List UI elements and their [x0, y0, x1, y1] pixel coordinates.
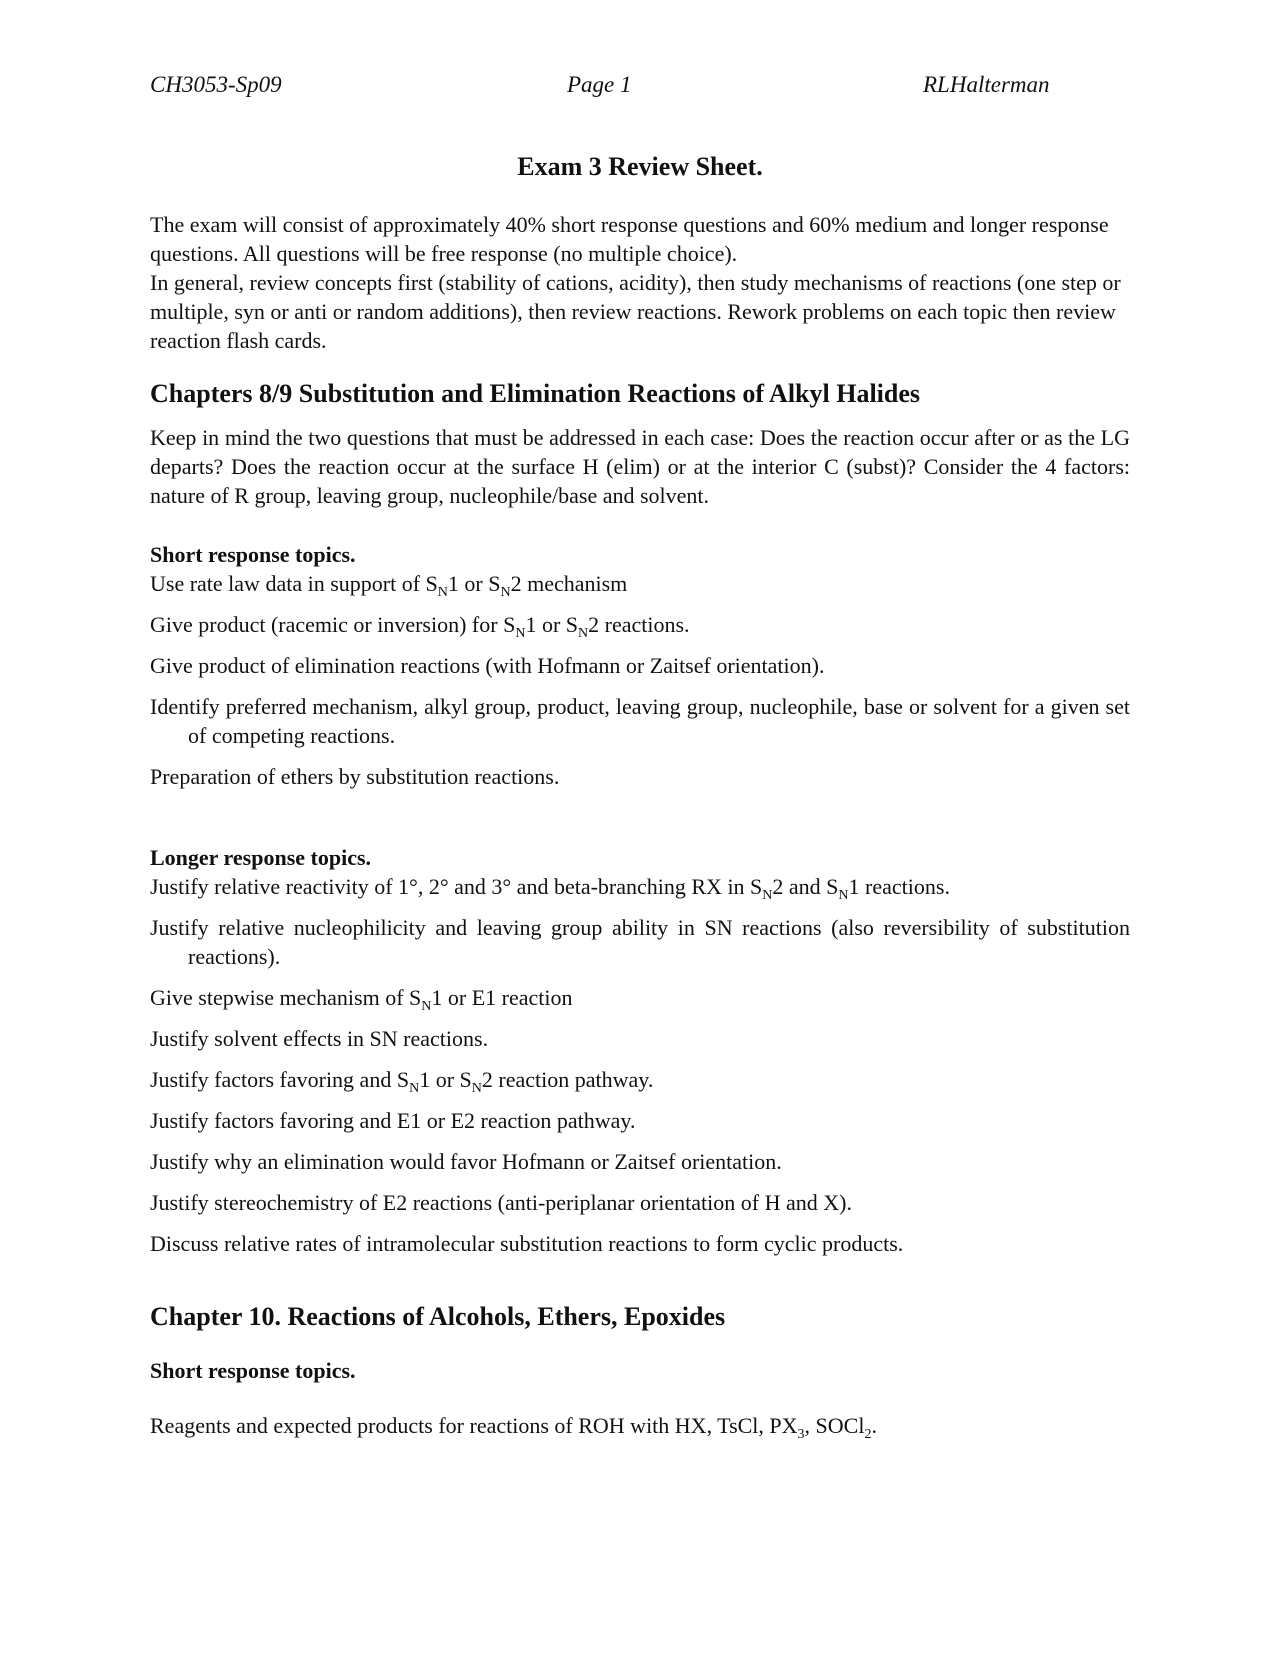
- list-item: Justify factors favoring and $S_N1$ or $S_N2$ reaction pathway.: [150, 1067, 654, 1096]
- chapter-8-9-paragraph: Keep in mind the two questions that must be addressed in each case: Does the reaction occur after or as the LG departs? Does the reaction occur at the surface H (elim) or at the interior C (subst)? Consider the 4 factors: nature of R group, leaving group, nucleophile/base and solvent.: [150, 425, 1130, 508]
- chapter-8-9-heading: Chapters 8/9 Substitution and Elimination Reactions of Alkyl Halides: [150, 379, 921, 408]
- header-author: RLHalterman: [923, 72, 1050, 97]
- list-item: Give stepwise mechanism of $S_N1$ or E1 reaction: [150, 985, 573, 1014]
- list-item: Justify relative reactivity of 1°, 2° and 3° and beta-branching RX in $S_N2$ and $S_N1$ reactions.: [150, 874, 950, 903]
- page-header: [150, 72, 1130, 102]
- header-page-number: Page 1: [567, 72, 632, 97]
- header-course: CH3053-Sp09: [150, 72, 282, 97]
- list-item: Give product (racemic or inversion) for $S_N1$ or $S_N2$ reactions.: [150, 612, 690, 641]
- intro-paragraph-2: In general, review concepts first (stability of cations, acidity), then study mechanisms of reactions (one step or multiple, syn or anti or random additions), then review reactions. Rework problems on each topic then review reaction flash cards.: [150, 270, 1121, 353]
- chapter-10-heading: Chapter 10. Reactions of Alcohols, Ethers, Epoxides: [150, 1302, 726, 1331]
- list-item: Preparation of ethers by substitution reactions.: [150, 764, 560, 789]
- chapter-10-short-response-heading: Short response topics.: [150, 1358, 356, 1383]
- short-response-list: [150, 569, 1130, 791]
- document-body: [150, 150, 1130, 1440]
- list-item: Discuss relative rates of intramolecular substitution reactions to form cyclic products.: [150, 1231, 904, 1256]
- list-item: Give product of elimination reactions (with Hofmann or Zaitsef orientation).: [150, 653, 825, 678]
- list-item: Justify solvent effects in SN reactions.: [150, 1026, 489, 1051]
- intro-section: [150, 210, 1130, 355]
- longer-response-heading: Longer response topics.: [150, 845, 372, 870]
- short-response-heading: Short response topics.: [150, 542, 356, 567]
- list-item: Identify preferred mechanism, alkyl group, product, leaving group, nucleophile, base or solvent for a given set of competing reactions.: [150, 694, 1130, 748]
- intro-paragraph-1: The exam will consist of approximately 40% short response questions and 60% medium and longer response questions. All questions will be free response (no multiple choice).: [150, 212, 1109, 266]
- list-item: Use rate law data in support of $S_N1$ or $S_N2$ mechanism: [150, 571, 628, 600]
- list-item: Justify factors favoring and E1 or E2 reaction pathway.: [150, 1108, 636, 1133]
- longer-response-list: [150, 872, 1130, 1258]
- list-item: Justify why an elimination would favor Hofmann or Zaitsef orientation.: [150, 1149, 782, 1174]
- document-title: Exam 3 Review Sheet.: [517, 152, 763, 181]
- chapter-10-topic: Reagents and expected products for reactions of ROH with HX, TsCl, $PX_3$, SOCl$_2$.: [150, 1413, 877, 1442]
- list-item: Justify stereochemistry of E2 reactions (anti-periplanar orientation of H and X).: [150, 1190, 852, 1215]
- list-item: Justify relative nucleophilicity and leaving group ability in SN reactions (also reversibility of substitution reactions).: [150, 915, 1130, 969]
